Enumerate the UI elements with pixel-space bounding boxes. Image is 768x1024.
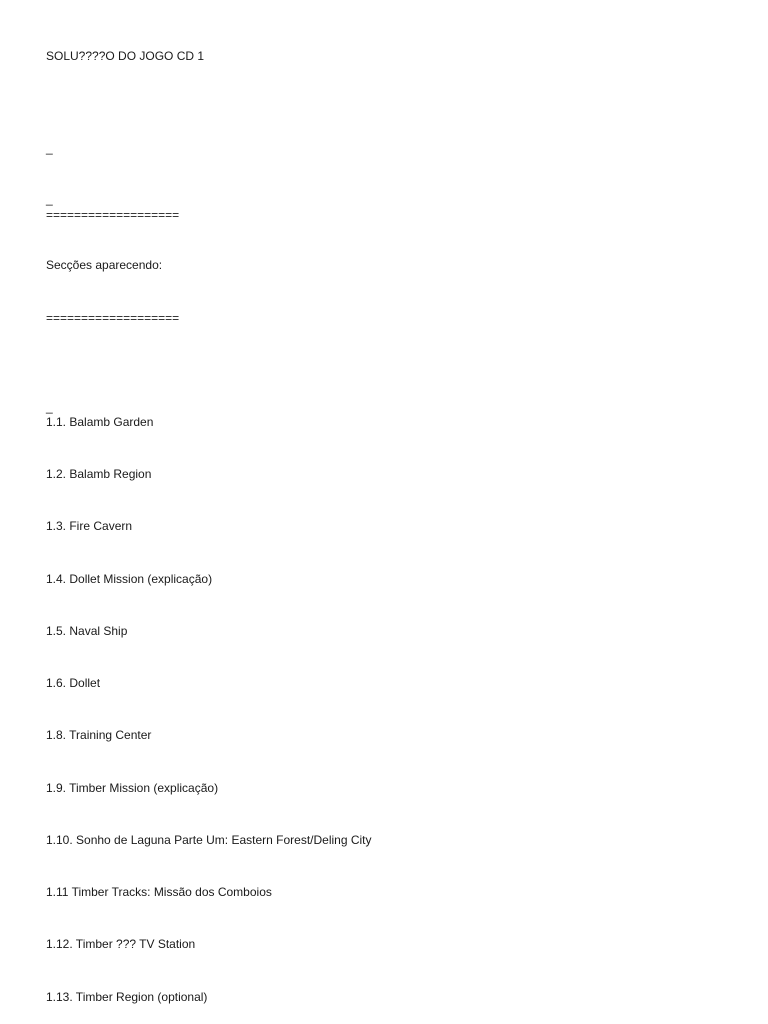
- section-item: 1.1. Balamb Garden: [46, 415, 154, 429]
- section-item: 1.13. Timber Region (optional): [46, 990, 208, 1004]
- section-item: 1.3. Fire Cavern: [46, 519, 133, 533]
- divider-rule: ===================: [46, 311, 180, 325]
- section-item: 1.6. Dollet: [46, 676, 101, 690]
- underscore-line: _: [46, 141, 53, 155]
- underscore-line: _: [46, 400, 53, 414]
- section-item: 1.2. Balamb Region: [46, 467, 152, 481]
- sections-heading: Secções aparecendo:: [46, 258, 163, 272]
- section-item: 1.4. Dollet Mission (explicação): [46, 572, 213, 586]
- section-item: 1.8. Training Center: [46, 728, 152, 742]
- section-item: 1.9. Timber Mission (explicação): [46, 781, 219, 795]
- section-item: 1.10. Sonho de Laguna Parte Um: Eastern Forest/Deling City: [46, 833, 372, 847]
- document-title: SOLU????O DO JOGO CD 1: [46, 49, 205, 63]
- section-item: 1.5. Naval Ship: [46, 624, 128, 638]
- section-item: 1.12. Timber ??? TV Station: [46, 937, 196, 951]
- divider-rule: ===================: [46, 208, 180, 222]
- underscore-line: _: [46, 192, 53, 206]
- section-item: 1.11 Timber Tracks: Missão dos Comboios: [46, 885, 272, 899]
